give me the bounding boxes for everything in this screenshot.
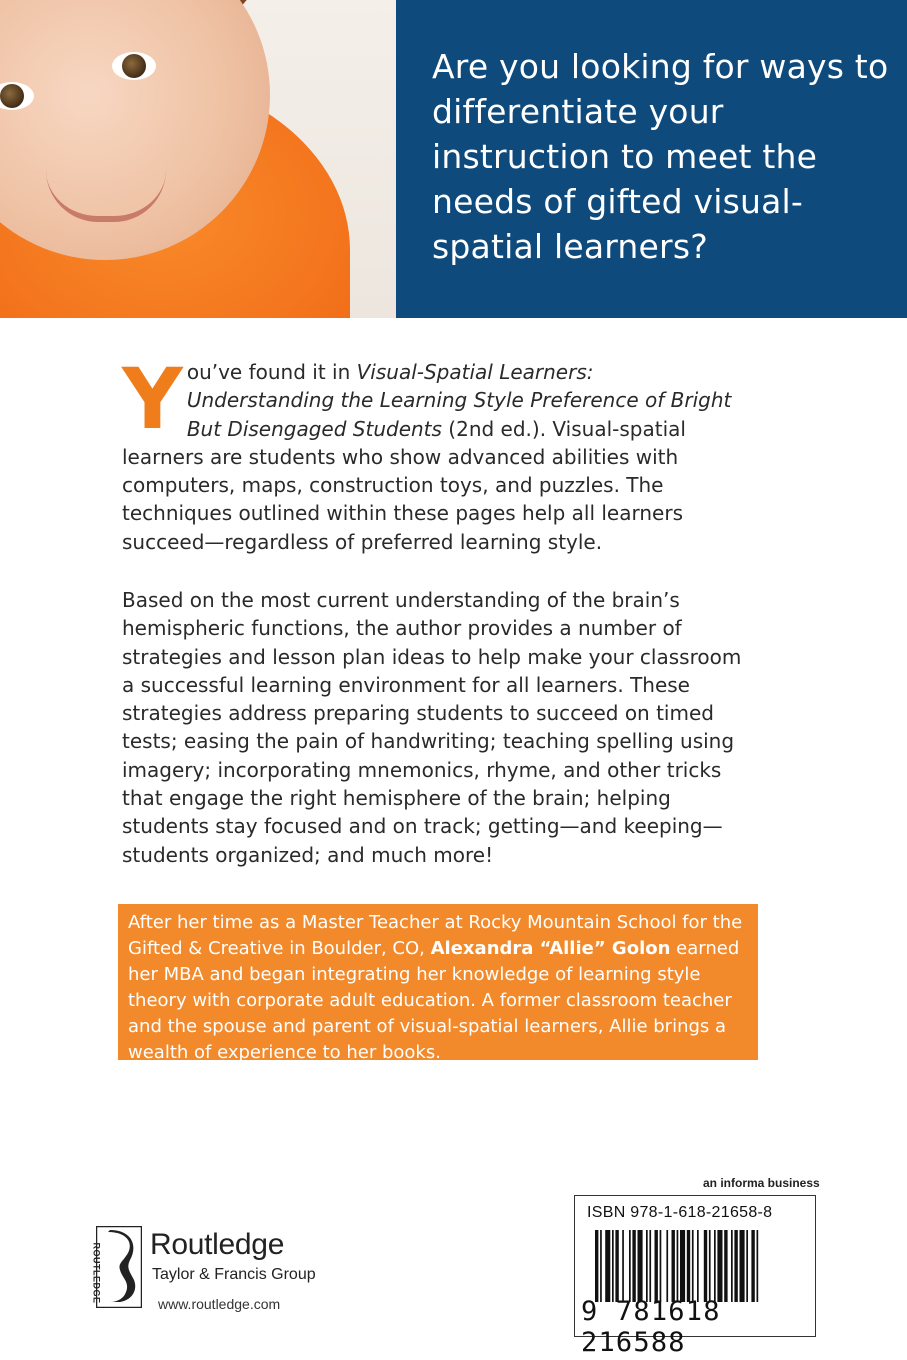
headline-question: Are you looking for ways to differentiate your instruction to meet the needs of gifted visual-spatial learners? (432, 47, 889, 266)
drop-cap: Y (122, 350, 183, 448)
barcode-box (574, 1195, 816, 1358)
author-bio-box (118, 904, 758, 1063)
routledge-vertical-label: ROUTLEDGE (91, 1242, 102, 1304)
cover-photo-child (0, 0, 396, 318)
barcode-bars (595, 1230, 807, 1302)
barcode-digits: 9 781618 216588 (581, 1296, 721, 1358)
description-paragraph: Based on the most current understanding of the brain’s hemispheric functions, the author provides a number of strategies and lesson plan ideas to help make your classroom a successful learning environment for all learners. These strategies address preparing students to succeed on timed tests; easing the pain of handwriting; teaching spelling using imagery; incorporating mnemonics, rhyme, and other tricks that engage the right hemisphere of the brain; helping students stay focused and on track; getting—and keeping—students organized; and much more! (122, 588, 742, 867)
bio-after: earned her MBA and began integrating her knowledge of learning style theory with corporate adult education. A former classroom teacher and the spouse and parent of visual-spatial learners, Allie brings a wealth of experience to her books. (128, 938, 740, 1063)
informa-tagline: an informa business (703, 1176, 820, 1190)
publisher-website: www.routledge.com (158, 1296, 281, 1312)
question-panel (396, 0, 907, 318)
isbn-text: ISBN 978-1-618-21658-8 (587, 1204, 773, 1221)
bio-before: After her time as a Master Teacher at Rocky Mountain School for the Gifted & Creative in Boulder, CO, (128, 912, 743, 959)
book-title: Visual-Spatial Learners: Understanding the Learning Style Preference of Bright But Disengaged Students (186, 360, 732, 441)
author-bio (128, 910, 748, 1066)
intro-paragraph (122, 350, 742, 556)
intro-rest: (2nd ed.). Visual-spatial learners are students who show advanced abilities with computers, maps, construction toys, and puzzles. The techniques outlined within these pages help all learners succeed—regardless of preferred learning style. (122, 416, 686, 554)
eye-left (112, 52, 156, 80)
author-name: Alexandra “Allie” Golon (430, 938, 671, 959)
routledge-logo-icon (96, 1226, 142, 1308)
intro-lead: ou’ve found it in (186, 360, 357, 384)
publisher-group: Taylor & Francis Group (152, 1266, 316, 1283)
publisher-name: Routledge (150, 1228, 285, 1261)
